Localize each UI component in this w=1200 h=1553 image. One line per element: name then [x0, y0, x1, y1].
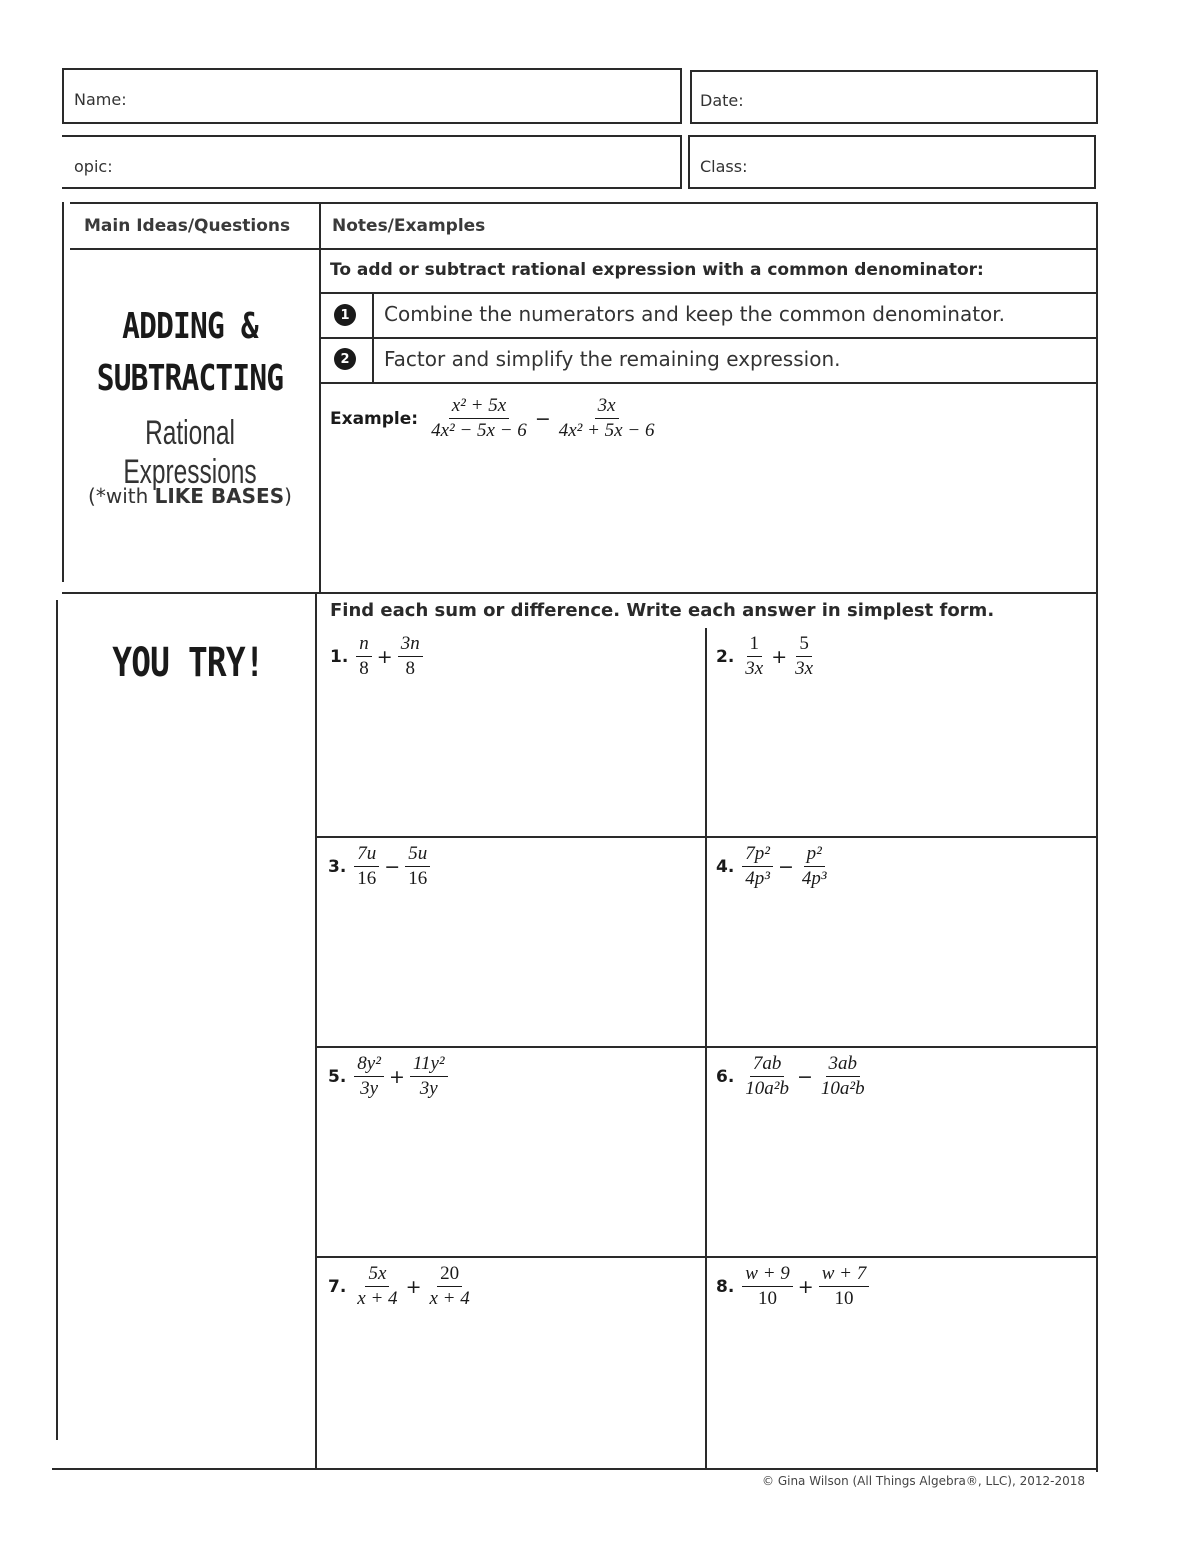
date-label: Date: — [700, 91, 744, 110]
denominator: 3y — [419, 1078, 438, 1099]
class-label: Class: — [700, 157, 748, 176]
like-bases-note — [62, 484, 318, 508]
denominator: x + 4 — [357, 1288, 398, 1309]
numerator: 3n — [398, 632, 423, 657]
topic-field[interactable] — [62, 135, 682, 189]
numerator: 8y² — [354, 1052, 384, 1077]
problem-fraction-1 — [742, 1052, 792, 1101]
problem-number: 4. — [716, 856, 735, 877]
problem-3 — [328, 842, 432, 891]
numerator: 5 — [796, 632, 812, 657]
operator: − — [778, 855, 794, 878]
denominator: 16 — [408, 868, 428, 889]
problem-fraction-1 — [354, 1262, 400, 1311]
numerator: 7ab — [750, 1052, 785, 1077]
denominator: 10 — [834, 1288, 854, 1309]
example-fraction-2 — [556, 394, 658, 443]
lesson-title-line1: ADDING & — [122, 306, 258, 347]
problem-fraction-2 — [426, 1262, 472, 1311]
problem-fraction-1 — [354, 1052, 384, 1101]
problem-number: 1. — [330, 646, 349, 667]
problem-fraction-1 — [354, 842, 379, 891]
problem-fraction-1 — [742, 1262, 793, 1311]
denominator: 3y — [360, 1078, 379, 1099]
step-2-text: Factor and simplify the remaining expression. — [384, 347, 841, 371]
problem-fraction-2 — [405, 842, 430, 891]
rule-heading: To add or subtract rational expression with a common denominator: — [330, 260, 984, 280]
denominator: 8 — [405, 658, 415, 679]
topic-label: opic: — [74, 157, 113, 176]
denominator: 3x — [745, 658, 764, 679]
problem-fraction-2 — [398, 632, 423, 681]
numerator: w + 7 — [819, 1262, 870, 1287]
problem-fraction-2 — [819, 1262, 870, 1311]
numerator: 7p² — [742, 842, 773, 867]
problem-fraction-2 — [410, 1052, 448, 1101]
example-frac1-num: x² + 5x — [449, 394, 509, 419]
problem-fraction-2 — [792, 632, 816, 681]
copyright-footer: © Gina Wilson (All Things Algebra®, LLC), 2012-2018 — [762, 1474, 1085, 1488]
denominator: 16 — [357, 868, 377, 889]
notes-heading: Notes/Examples — [332, 216, 486, 236]
step-1-badge: 1 — [334, 304, 356, 326]
numerator: 20 — [437, 1262, 462, 1287]
denominator: 10a²b — [820, 1078, 865, 1099]
name-label: Name: — [74, 90, 127, 109]
operator: + — [388, 1065, 405, 1088]
problem-fraction-2 — [799, 842, 830, 891]
problem-number: 5. — [328, 1066, 347, 1087]
denominator: 4p³ — [745, 868, 770, 889]
main-ideas-heading: Main Ideas/Questions — [84, 216, 291, 236]
operator: + — [376, 645, 393, 668]
problem-6 — [716, 1052, 870, 1101]
lesson-subtitle: Rational Expressions — [123, 414, 257, 491]
note-prefix: (*with — [88, 484, 155, 508]
problem-fraction-1 — [356, 632, 372, 681]
denominator: x + 4 — [429, 1288, 470, 1309]
problem-fraction-1 — [742, 632, 766, 681]
example-fraction-1 — [428, 394, 530, 443]
problem-8 — [716, 1262, 871, 1311]
example-operator: − — [534, 407, 551, 430]
operator: − — [797, 1065, 813, 1088]
numerator: 5x — [365, 1262, 389, 1287]
numerator: 11y² — [410, 1052, 448, 1077]
lesson-title-line2: SUBTRACTING — [96, 358, 284, 399]
note-suffix: ) — [284, 484, 292, 508]
denominator: 10a²b — [745, 1078, 789, 1099]
numerator: w + 9 — [742, 1262, 793, 1287]
numerator: n — [356, 632, 372, 657]
problem-number: 3. — [328, 856, 347, 877]
example-frac2-den: 4x² + 5x − 6 — [558, 420, 655, 441]
step-1-text: Combine the numerators and keep the common denominator. — [384, 302, 1006, 326]
problem-number: 8. — [716, 1276, 735, 1297]
class-field[interactable] — [688, 135, 1096, 189]
example-label: Example: — [330, 408, 419, 429]
operator: + — [797, 1275, 814, 1298]
date-field[interactable] — [690, 70, 1098, 124]
example-frac1-den: 4x² − 5x − 6 — [431, 420, 527, 441]
step-2-badge: 2 — [334, 348, 356, 370]
problem-2 — [716, 632, 818, 681]
operator: + — [771, 645, 788, 668]
numerator: 3ab — [826, 1052, 861, 1077]
problem-1 — [330, 632, 425, 681]
denominator: 3x — [795, 658, 814, 679]
problem-number: 7. — [328, 1276, 347, 1297]
denominator: 10 — [758, 1288, 778, 1309]
numerator: p² — [804, 842, 825, 867]
problem-fraction-1 — [742, 842, 773, 891]
problem-7 — [328, 1262, 475, 1311]
example-frac2-num: 3x — [595, 394, 619, 419]
you-try-label: YOU TRY! — [112, 640, 264, 686]
name-field[interactable] — [62, 68, 682, 124]
numerator: 1 — [747, 632, 763, 657]
problem-5 — [328, 1052, 450, 1101]
numerator: 5u — [405, 842, 430, 867]
practice-instructions: Find each sum or difference. Write each answer in simplest form. — [330, 600, 995, 621]
example — [330, 394, 659, 443]
denominator: 4p³ — [801, 868, 827, 889]
problem-fraction-2 — [818, 1052, 868, 1101]
numerator: 7u — [354, 842, 379, 867]
operator: − — [384, 855, 401, 878]
denominator: 8 — [359, 658, 369, 679]
problem-4 — [716, 842, 832, 891]
note-bold: LIKE BASES — [154, 484, 285, 508]
problem-number: 2. — [716, 646, 735, 667]
operator: + — [405, 1275, 422, 1298]
problem-number: 6. — [716, 1066, 735, 1087]
